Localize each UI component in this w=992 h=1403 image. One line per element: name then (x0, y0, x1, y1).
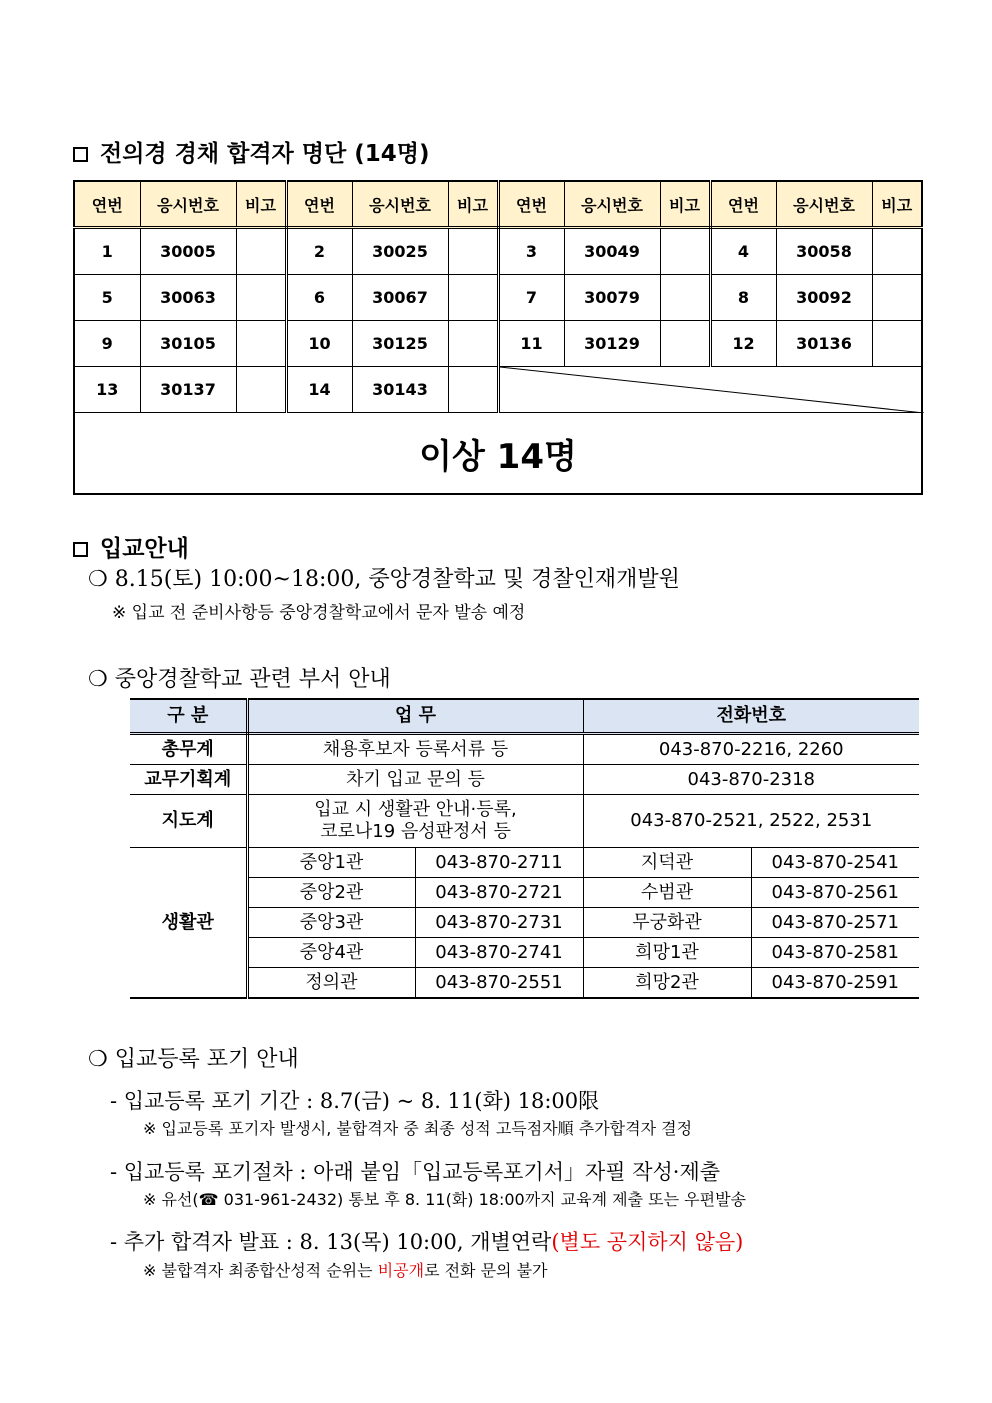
table-row: 9 30105 10 30125 11 30129 12 30136 (74, 321, 922, 367)
withdraw-period: - 입교등록 포기 기간 : 8.7(금) ~ 8. 11(화) 18:00限 (110, 1089, 600, 1113)
section-title-entrance: 입교안내 (73, 530, 189, 563)
table-row: 13 30137 14 30143 (74, 367, 922, 413)
table-row: 정의관 043-870-2551 희망2관 043-870-2591 (130, 968, 919, 999)
table-row: 총무계 채용후보자 등록서류 등 043-870-2216, 2260 (130, 734, 919, 765)
table-row: 중앙3관 043-870-2731 무궁화관 043-870-2571 (130, 908, 919, 938)
additional-announcement: - 추가 합격자 발표 : 8. 13(목) 10:00, 개별연락(별도 공지하지 않음) (110, 1230, 744, 1254)
table-row: 5 30063 6 30067 7 30079 8 30092 (74, 275, 922, 321)
table-header-row: 연번 응시번호 비고 연번 응시번호 비고 연번 응시번호 비고 연번 응시번호 비고 (74, 181, 922, 228)
table-row: 중앙4관 043-870-2741 희망1관 043-870-2581 (130, 938, 919, 968)
table-row: 지도계 입교 시 생활관 안내·등록, 코로나19 음성판정서 등 043-870-2521, 2522, 2531 (130, 795, 919, 848)
entrance-note: ※ 입교 전 준비사항등 중앙경찰학교에서 문자 발송 예정 (112, 603, 526, 623)
withdraw-title: ❍ 입교등록 포기 안내 (88, 1047, 299, 1072)
empty-slash-cell (498, 367, 922, 413)
checkbox-bullet-icon (73, 542, 88, 557)
table-header-row: 구 분 업 무 전화번호 (130, 699, 919, 734)
section-title-passers: 전의경 경채 합격자 명단 (14명) (73, 135, 429, 168)
passers-table (73, 180, 923, 495)
withdraw-note-3: ※ 불합격자 최종합산성적 순위는 비공개로 전화 문의 불가 (143, 1261, 548, 1280)
table-row: 생활관 중앙1관 043-870-2711 지덕관 043-870-2541 (130, 848, 919, 878)
table-row: 중앙2관 043-870-2721 수범관 043-870-2561 (130, 878, 919, 908)
dept-table (130, 698, 919, 999)
dept-title: ❍ 중앙경찰학교 관련 부서 안내 (88, 667, 391, 692)
withdraw-procedure: - 입교등록 포기절차 : 아래 붙임「입교등록포기서」자필 작성·제출 (110, 1160, 721, 1184)
withdraw-note-2: ※ 유선(☎ 031-961-2432) 통보 후 8. 11(화) 18:00까지 교육계 제출 또는 우편발송 (143, 1190, 746, 1209)
entrance-date-line: ❍ 8.15(토) 10:00~18:00, 중앙경찰학교 및 경찰인재개발원 (88, 567, 680, 592)
table-row: 1 30005 2 30025 3 30049 4 30058 (74, 228, 922, 275)
checkbox-bullet-icon (73, 147, 88, 162)
total-row: 이상 14명 (74, 413, 922, 495)
withdraw-note-1: ※ 입교등록 포기자 발생시, 불합격자 중 최종 성적 고득점자順 추가합격자 결정 (143, 1119, 693, 1138)
table-row: 교무기획계 차기 입교 문의 등 043-870-2318 (130, 765, 919, 795)
diagonal-line (500, 367, 924, 413)
